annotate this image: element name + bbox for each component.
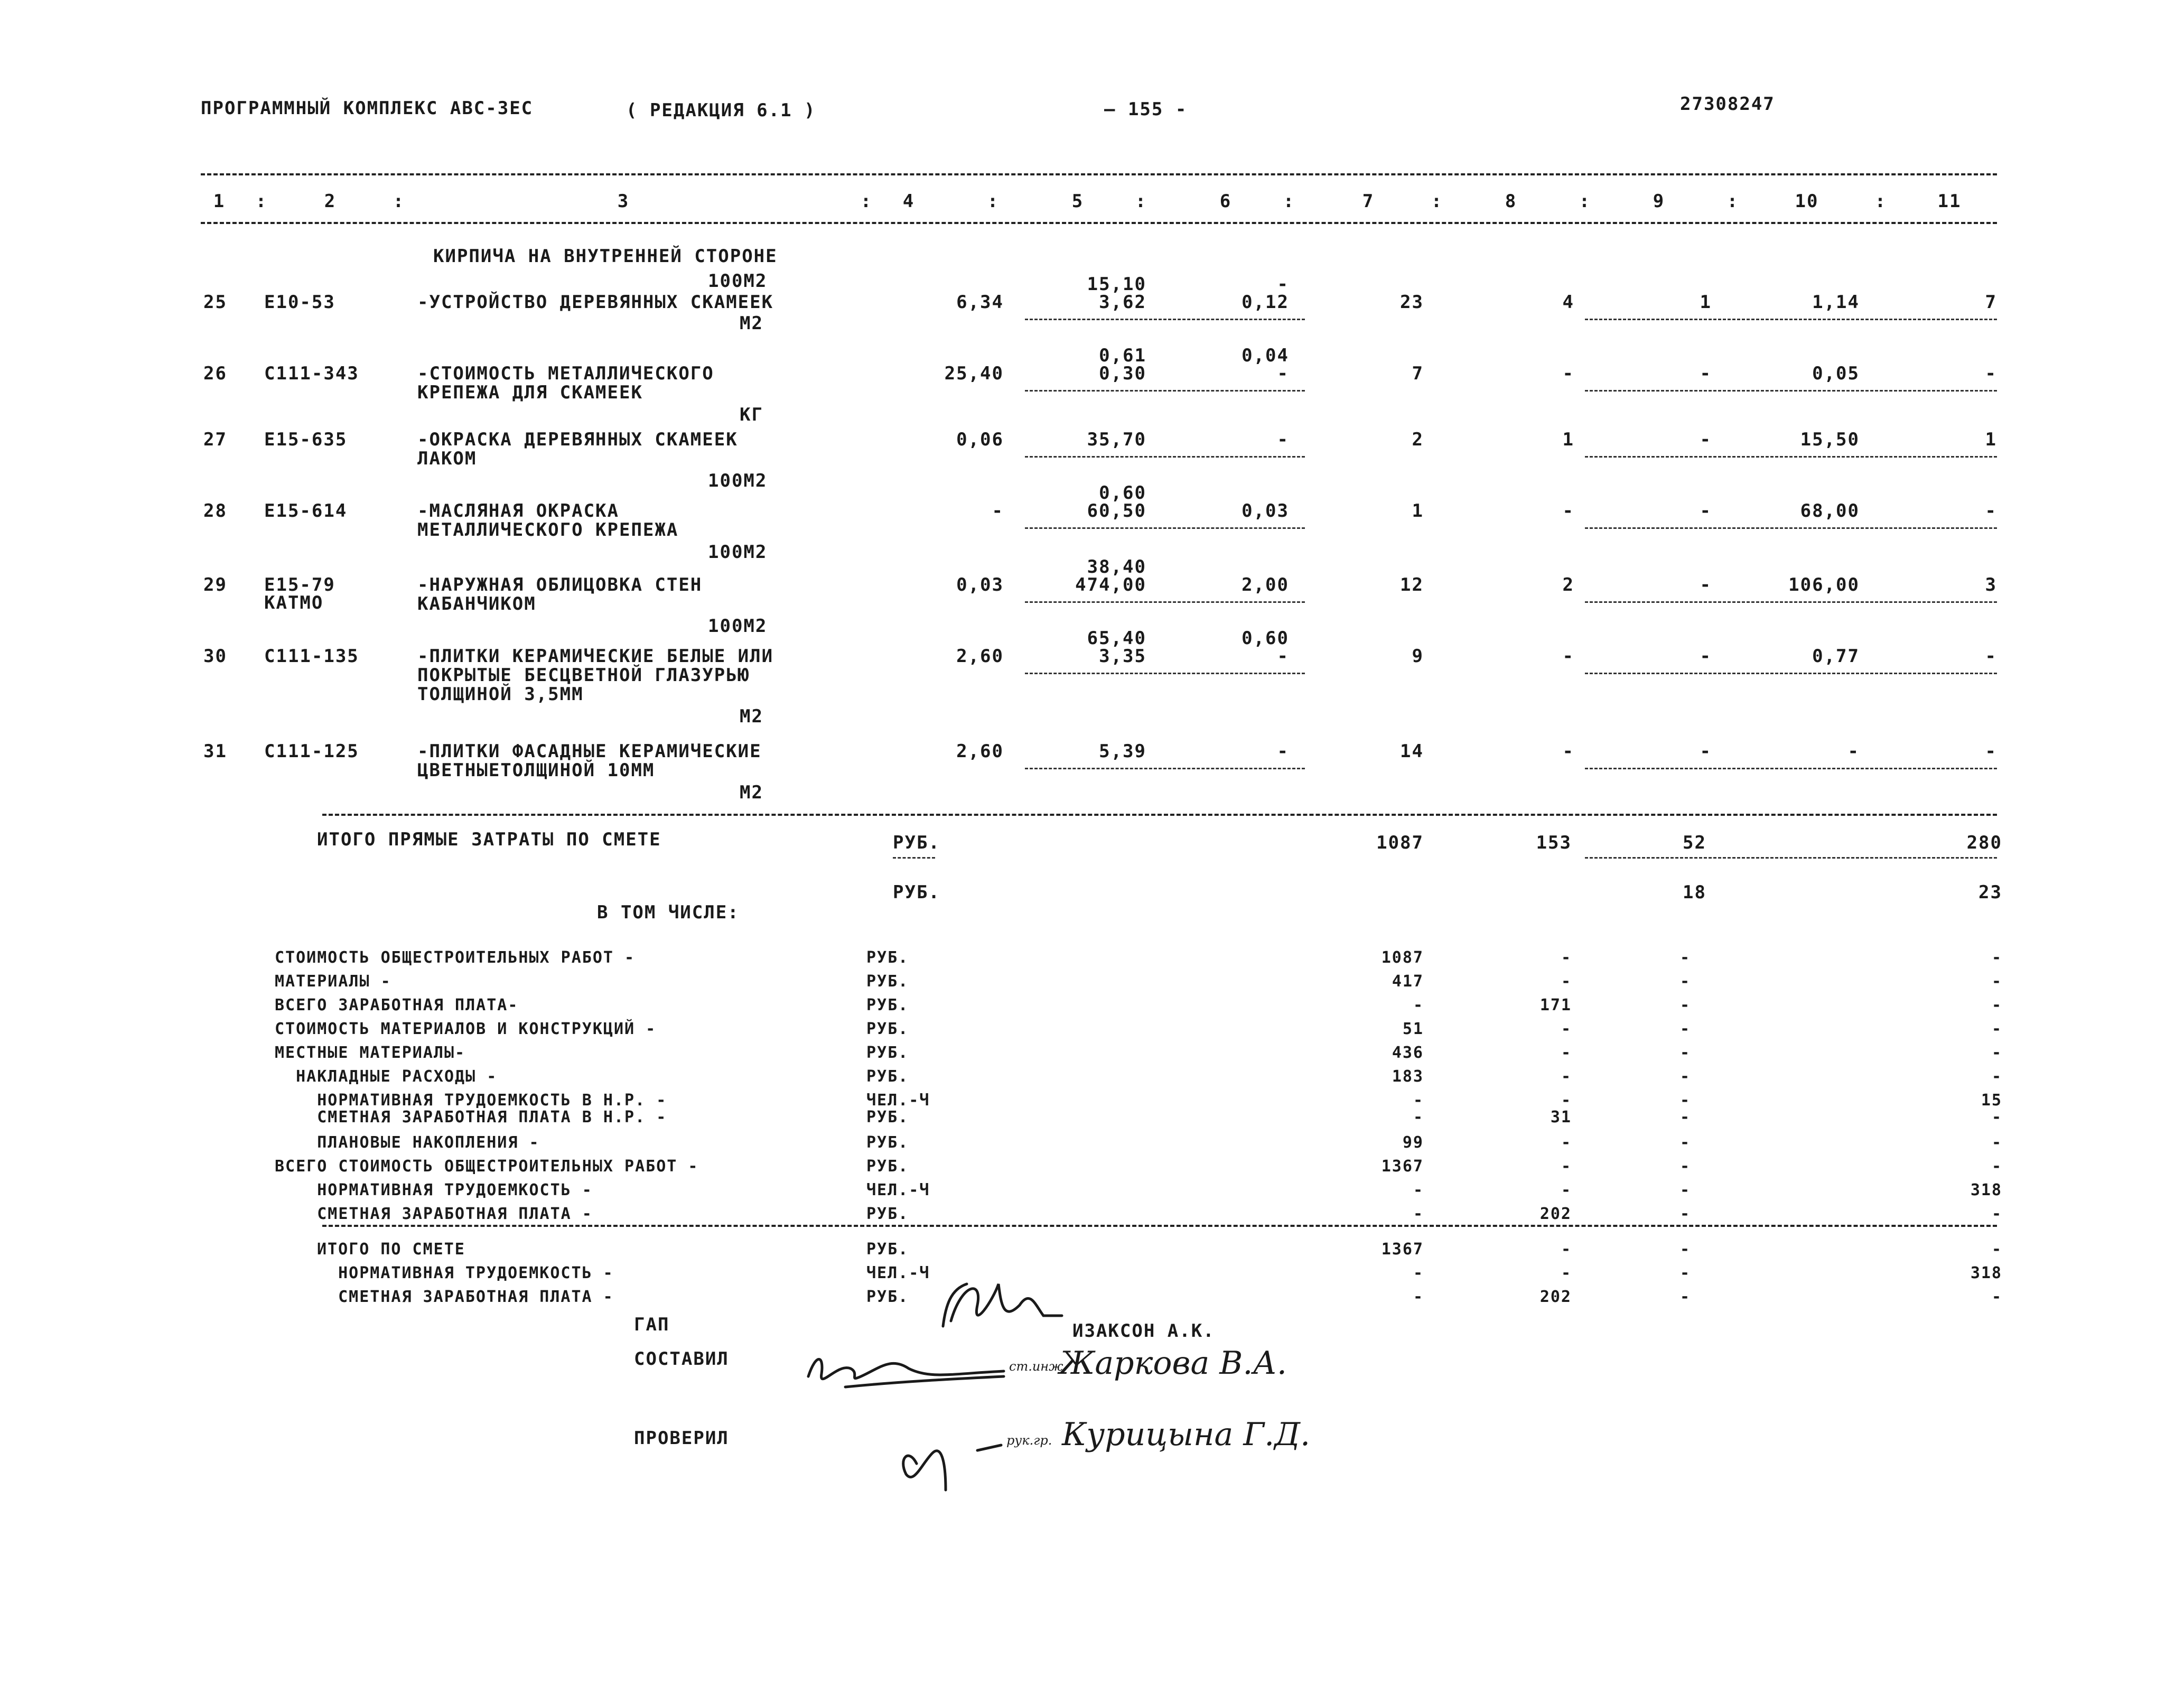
row-col11: - <box>1985 741 1997 762</box>
row-number: 29 <box>203 574 227 595</box>
column-header-6: 6 <box>1219 191 1232 212</box>
summary-col8: 171 <box>1539 996 1572 1014</box>
column-separator: : <box>1135 191 1147 212</box>
row-col10: 0,05 <box>1812 363 1860 384</box>
row-col6: - <box>1277 429 1289 450</box>
row-col7: 1 <box>1412 500 1424 522</box>
summary-col8: - <box>1561 1044 1572 1062</box>
checked-signature-dash <box>977 1445 1001 1450</box>
summary-col7: 51 <box>1402 1020 1424 1038</box>
row-description: -СТОИМОСТЬ МЕТАЛЛИЧЕСКОГО <box>417 363 714 384</box>
summary-unit: РУБ. <box>866 948 909 967</box>
row-col7: 12 <box>1400 574 1424 595</box>
page-number: — 155 - <box>1104 99 1188 120</box>
summary-label: СТОИМОСТЬ ОБЩЕСТРОИТЕЛЬНЫХ РАБОТ - <box>275 948 636 967</box>
summary-col11: - <box>1991 1067 2002 1086</box>
row-col7: 14 <box>1400 741 1424 762</box>
summary-col9: - <box>1679 948 1691 967</box>
total-direct-col7: 1087 <box>1376 832 1424 853</box>
row-col8: 4 <box>1562 292 1574 313</box>
summary-col9: - <box>1679 1020 1691 1038</box>
row-unit: 100М2 <box>708 542 768 563</box>
final-col8: - <box>1561 1264 1572 1282</box>
column-separator: : <box>1283 191 1295 212</box>
summary-unit: РУБ. <box>866 996 909 1014</box>
row-description: МЕТАЛЛИЧЕСКОГО КРЕПЕЖА <box>417 519 679 541</box>
summary-unit: ЧЕЛ.-Ч <box>866 1091 930 1110</box>
row-col7: 9 <box>1412 646 1424 667</box>
summary-col7: 183 <box>1392 1067 1424 1086</box>
row-col10: 15,50 <box>1800 429 1860 450</box>
summary-col8: - <box>1561 972 1572 991</box>
including-heading: В ТОМ ЧИСЛЕ: <box>597 902 740 923</box>
row-col5: 35,70 <box>1087 429 1146 450</box>
row-description: -ПЛИТКИ КЕРАМИЧЕСКИЕ БЕЛЫЕ ИЛИ <box>417 646 774 667</box>
summary-label: НОРМАТИВНАЯ ТРУДОЕМКОСТЬ - <box>275 1181 593 1199</box>
summary-col9: - <box>1679 996 1691 1014</box>
row-col5: 65,40 <box>1087 628 1146 649</box>
row-number: 28 <box>203 500 227 522</box>
gap-signature-stroke-2 <box>943 1284 967 1326</box>
row-col10: 0,77 <box>1812 646 1860 667</box>
row-description: КРЕПЕЖА ДЛЯ СКАМЕЕК <box>417 382 643 403</box>
row-code: Е15-614 <box>264 500 348 522</box>
row-col11: - <box>1985 500 1997 522</box>
row-col4: 2,60 <box>956 646 1004 667</box>
row-description: КАБАНЧИКОМ <box>417 593 536 615</box>
summary-unit: РУБ. <box>866 1067 909 1086</box>
summary-unit: РУБ. <box>866 972 909 991</box>
row-unit: М2 <box>740 313 763 334</box>
row-col4: 25,40 <box>944 363 1004 384</box>
compiled-signature-underline <box>845 1376 1004 1387</box>
row-description: -МАСЛЯНАЯ ОКРАСКА <box>417 500 619 522</box>
row-col9: - <box>1700 646 1712 667</box>
total-direct-unit: РУБ. <box>893 832 940 853</box>
row-code: Е15-635 <box>264 429 348 450</box>
program-title: ПРОГРАММНЫЙ КОМПЛЕКС АВС-3ЕС <box>201 98 534 119</box>
row-col4: - <box>992 500 1004 522</box>
row-col6: - <box>1277 646 1289 667</box>
final-col11: - <box>1991 1240 2002 1259</box>
row-code: С111-343 <box>264 363 359 384</box>
row-col6: - <box>1277 363 1289 384</box>
summary-label: ВСЕГО ЗАРАБОТНАЯ ПЛАТА- <box>275 996 519 1014</box>
total-direct-unit-2: РУБ. <box>893 882 940 903</box>
summary-unit: РУБ. <box>866 1157 909 1176</box>
row-col11: - <box>1985 646 1997 667</box>
summary-label: МАТЕРИАЛЫ - <box>275 972 391 991</box>
row-col4: 2,60 <box>956 741 1004 762</box>
column-separator: : <box>987 191 1000 212</box>
checked-name: Курицына Г.Д. <box>1062 1416 1311 1453</box>
summary-label: МЕСТНЫЕ МАТЕРИАЛЫ- <box>275 1044 466 1062</box>
summary-col7: - <box>1413 996 1424 1014</box>
row-col7: 23 <box>1400 292 1424 313</box>
column-header-9: 9 <box>1653 191 1665 212</box>
summary-col7: - <box>1413 1181 1424 1199</box>
row-number: 26 <box>203 363 227 384</box>
summary-col9: - <box>1679 1091 1691 1110</box>
row-code: С111-135 <box>264 646 359 667</box>
row-col8: - <box>1562 646 1574 667</box>
row-col8: - <box>1562 741 1574 762</box>
summary-col7: 1087 <box>1381 948 1424 967</box>
row-col5: 0,30 <box>1099 363 1146 384</box>
row-col9: - <box>1700 500 1712 522</box>
summary-label: СМЕТНАЯ ЗАРАБОТНАЯ ПЛАТА В Н.Р. - <box>275 1108 667 1127</box>
row-col11: 1 <box>1985 429 1997 450</box>
row-col10: 68,00 <box>1800 500 1860 522</box>
row-unit: 100М2 <box>708 470 768 491</box>
column-header-7: 7 <box>1362 191 1375 212</box>
summary-label: СТОИМОСТЬ МАТЕРИАЛОВ И КОНСТРУКЦИЙ - <box>275 1020 657 1038</box>
total-direct-col11: 280 <box>1966 832 2002 853</box>
row-col5: 3,62 <box>1099 292 1146 313</box>
final-col11: 318 <box>1970 1264 2002 1282</box>
summary-col9: - <box>1679 1157 1691 1176</box>
summary-col11: - <box>1991 996 2002 1014</box>
final-label: СМЕТНАЯ ЗАРАБОТНАЯ ПЛАТА - <box>317 1288 614 1306</box>
column-header-1: 1 <box>213 191 226 212</box>
row-col4: 0,03 <box>956 574 1004 595</box>
column-separator: : <box>1874 191 1887 212</box>
summary-unit: РУБ. <box>866 1020 909 1038</box>
final-unit: РУБ. <box>866 1240 909 1259</box>
row-unit: М2 <box>740 782 763 803</box>
summary-col7: - <box>1413 1205 1424 1223</box>
summary-col11: - <box>1991 972 2002 991</box>
summary-col8: - <box>1561 1181 1572 1199</box>
row-unit-above: 100М2 <box>708 271 768 292</box>
row-col5: 3,35 <box>1099 646 1146 667</box>
row-col8: 1 <box>1562 429 1574 450</box>
row-col10: 1,14 <box>1812 292 1860 313</box>
final-col9: - <box>1679 1264 1691 1282</box>
row-col6: 2,00 <box>1242 574 1289 595</box>
compiled-name: Жаркова В.А. <box>1059 1345 1287 1382</box>
final-col11: - <box>1991 1288 2002 1306</box>
total-direct-label: ИТОГО ПРЯМЫЕ ЗАТРАТЫ ПО СМЕТЕ <box>317 829 661 850</box>
summary-col9: - <box>1679 1067 1691 1086</box>
final-col8: - <box>1561 1240 1572 1259</box>
row-description: ПОКРЫТЫЕ БЕСЦВЕТНОЙ ГЛАЗУРЬЮ <box>417 665 750 686</box>
final-unit: ЧЕЛ.-Ч <box>866 1264 930 1282</box>
summary-col11: - <box>1991 1205 2002 1223</box>
summary-label: ПЛАНОВЫЕ НАКОПЛЕНИЯ - <box>275 1133 540 1152</box>
final-col7: - <box>1413 1288 1424 1306</box>
row-col9: - <box>1700 363 1712 384</box>
summary-col11: - <box>1991 948 2002 967</box>
summary-col9: - <box>1679 972 1691 991</box>
summary-col8: - <box>1561 1091 1572 1110</box>
summary-unit: РУБ. <box>866 1205 909 1223</box>
compiled-role: ст.инж. <box>1009 1359 1068 1374</box>
summary-label: ВСЕГО СТОИМОСТЬ ОБЩЕСТРОИТЕЛЬНЫХ РАБОТ - <box>275 1157 699 1176</box>
summary-col9: - <box>1679 1181 1691 1199</box>
row-col6: 0,60 <box>1242 628 1289 649</box>
final-col8: 202 <box>1539 1288 1572 1306</box>
summary-label: НОРМАТИВНАЯ ТРУДОЕМКОСТЬ В Н.Р. - <box>275 1091 667 1110</box>
column-header-8: 8 <box>1505 191 1517 212</box>
row-col11: 3 <box>1985 574 1997 595</box>
column-separator: : <box>860 191 873 212</box>
summary-col8: - <box>1561 1133 1572 1152</box>
checked-signature-stroke <box>903 1451 946 1490</box>
column-header-10: 10 <box>1795 191 1819 212</box>
row-unit: М2 <box>740 706 763 727</box>
checked-label: ПРОВЕРИЛ <box>634 1428 729 1449</box>
total-direct-col9: 52 <box>1683 832 1706 853</box>
total-direct-col11-b: 23 <box>1978 882 2002 903</box>
final-label: НОРМАТИВНАЯ ТРУДОЕМКОСТЬ - <box>317 1264 614 1282</box>
row-col11: - <box>1985 363 1997 384</box>
row-col5: 15,10 <box>1087 274 1146 295</box>
summary-col8: - <box>1561 1067 1572 1086</box>
summary-label: НАКЛАДНЫЕ РАСХОДЫ - <box>275 1067 498 1086</box>
summary-unit: РУБ. <box>866 1108 909 1127</box>
row-description: ЛАКОМ <box>417 448 477 469</box>
row-description: -ПЛИТКИ ФАСАДНЫЕ КЕРАМИЧЕСКИЕ <box>417 741 762 762</box>
summary-col11: - <box>1991 1108 2002 1127</box>
column-separator: : <box>393 191 405 212</box>
row-code: Е15-79 <box>264 574 335 595</box>
summary-col9: - <box>1679 1133 1691 1152</box>
column-header-11: 11 <box>1937 191 1962 212</box>
column-header-3: 3 <box>617 191 630 212</box>
row-code: Е10-53 <box>264 292 335 313</box>
summary-col7: 436 <box>1392 1044 1424 1062</box>
edition-label: ( РЕДАКЦИЯ 6.1 ) <box>626 100 816 121</box>
row-col7: 2 <box>1412 429 1424 450</box>
summary-col11: 15 <box>1981 1091 2002 1110</box>
summary-col7: 99 <box>1402 1133 1424 1152</box>
row-number: 31 <box>203 741 227 762</box>
row-col7: 7 <box>1412 363 1424 384</box>
row-col9: 1 <box>1700 292 1712 313</box>
row-col8: - <box>1562 363 1574 384</box>
summary-col11: - <box>1991 1133 2002 1152</box>
row-number: 27 <box>203 429 227 450</box>
row-col6: 0,03 <box>1242 500 1289 522</box>
row-unit: 100М2 <box>708 616 768 637</box>
document-code: 27308247 <box>1680 94 1775 115</box>
compiled-signature-stroke <box>808 1360 1004 1379</box>
intro-line: КИРПИЧА НА ВНУТРЕННЕЙ СТОРОНЕ <box>433 246 778 267</box>
row-description: -НАРУЖНАЯ ОБЛИЦОВКА СТЕН <box>417 574 703 595</box>
row-col4: 6,34 <box>956 292 1004 313</box>
summary-col11: 318 <box>1970 1181 2002 1199</box>
summary-col11: - <box>1991 1044 2002 1062</box>
summary-col7: 1367 <box>1381 1157 1424 1176</box>
row-col11: 7 <box>1985 292 1997 313</box>
final-col9: - <box>1679 1288 1691 1306</box>
row-col5: 60,50 <box>1087 500 1146 522</box>
row-number: 25 <box>203 292 227 313</box>
summary-col9: - <box>1679 1108 1691 1127</box>
row-col5: 38,40 <box>1087 556 1146 578</box>
column-header-5: 5 <box>1071 191 1084 212</box>
row-col5: 0,60 <box>1099 482 1146 504</box>
row-col10: 106,00 <box>1788 574 1860 595</box>
row-col6: - <box>1277 274 1289 295</box>
compiled-label: СОСТАВИЛ <box>634 1348 729 1370</box>
row-col10: - <box>1847 741 1860 762</box>
column-separator: : <box>1431 191 1443 212</box>
column-separator: : <box>1579 191 1591 212</box>
column-separator: : <box>255 191 268 212</box>
summary-col8: 31 <box>1550 1108 1572 1127</box>
row-col8: 2 <box>1562 574 1574 595</box>
row-code-secondary: КАТМО <box>264 592 324 613</box>
row-col4: 0,06 <box>956 429 1004 450</box>
summary-col7: - <box>1413 1091 1424 1110</box>
column-separator: : <box>1726 191 1739 212</box>
row-col5: 474,00 <box>1075 574 1146 595</box>
row-col8: - <box>1562 500 1574 522</box>
row-col6: 0,04 <box>1242 345 1289 366</box>
summary-unit: ЧЕЛ.-Ч <box>866 1181 930 1199</box>
column-header-2: 2 <box>324 191 337 212</box>
row-col9: - <box>1700 429 1712 450</box>
summary-unit: РУБ. <box>866 1044 909 1062</box>
checked-role: рук.гр. <box>1006 1433 1052 1448</box>
summary-col8: - <box>1561 1157 1572 1176</box>
row-col6: 0,12 <box>1242 292 1289 313</box>
row-unit: КГ <box>740 404 763 425</box>
final-label: ИТОГО ПО СМЕТЕ <box>317 1240 465 1259</box>
gap-label: ГАП <box>634 1314 670 1335</box>
total-direct-col9-b: 18 <box>1683 882 1706 903</box>
summary-col9: - <box>1679 1044 1691 1062</box>
row-number: 30 <box>203 646 227 667</box>
row-col6: - <box>1277 741 1289 762</box>
final-col9: - <box>1679 1240 1691 1259</box>
summary-col7: 417 <box>1392 972 1424 991</box>
final-unit: РУБ. <box>866 1288 909 1306</box>
summary-col8: - <box>1561 948 1572 967</box>
row-code: С111-125 <box>264 741 359 762</box>
row-col9: - <box>1700 741 1712 762</box>
gap-signature-stroke <box>951 1284 1062 1321</box>
column-header-4: 4 <box>902 191 915 212</box>
summary-col9: - <box>1679 1205 1691 1223</box>
summary-label: СМЕТНАЯ ЗАРАБОТНАЯ ПЛАТА - <box>275 1205 593 1223</box>
row-description: -ОКРАСКА ДЕРЕВЯННЫХ СКАМЕЕК <box>417 429 738 450</box>
summary-col11: - <box>1991 1157 2002 1176</box>
summary-unit: РУБ. <box>866 1133 909 1152</box>
row-description: ТОЛЩИНОЙ 3,5ММ <box>417 684 584 705</box>
row-description: -УСТРОЙСТВО ДЕРЕВЯННЫХ СКАМЕЕК <box>417 292 774 313</box>
summary-col7: - <box>1413 1108 1424 1127</box>
row-col5: 0,61 <box>1099 345 1146 366</box>
final-col7: 1367 <box>1381 1240 1424 1259</box>
gap-name: ИЗАКСОН А.К. <box>1072 1320 1215 1342</box>
row-col5: 5,39 <box>1099 741 1146 762</box>
total-direct-col8: 153 <box>1536 832 1572 853</box>
summary-col11: - <box>1991 1020 2002 1038</box>
summary-col8: 202 <box>1539 1205 1572 1223</box>
summary-col8: - <box>1561 1020 1572 1038</box>
final-col7: - <box>1413 1264 1424 1282</box>
row-col9: - <box>1700 574 1712 595</box>
row-description: ЦВЕТНЫЕТОЛЩИНОЙ 10ММ <box>417 760 655 781</box>
